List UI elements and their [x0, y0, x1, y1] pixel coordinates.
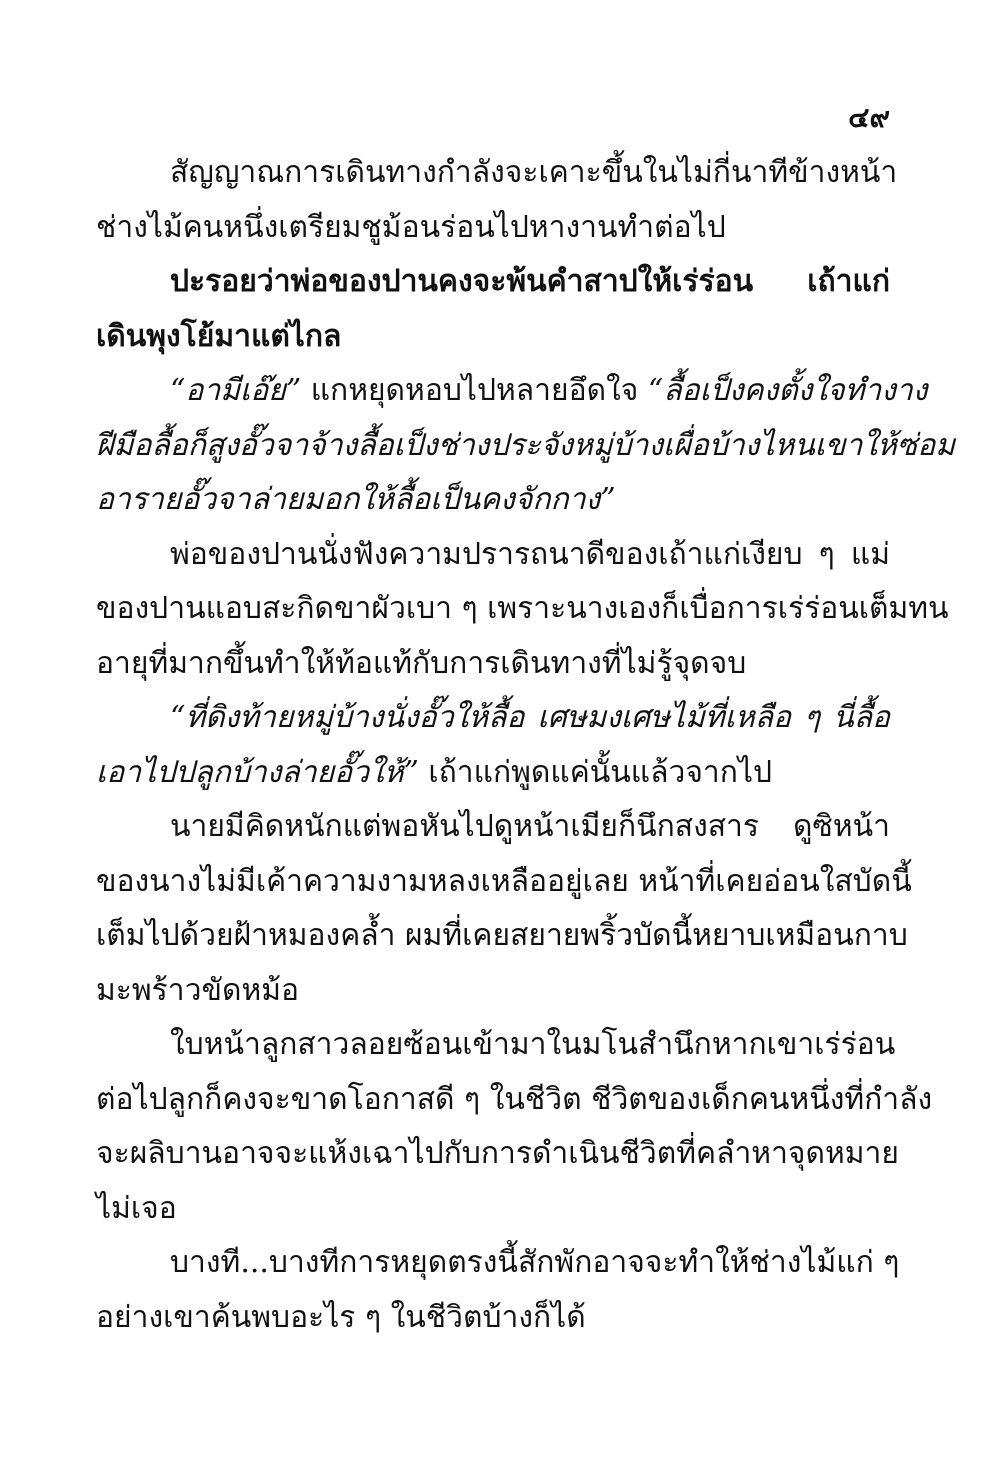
text-line: พ่อของปานนั่งฟังความปรารถนาดีของเถ้าแก่เงียบ ๆ แม่: [170, 536, 890, 572]
dialogue-quote: เอาไปปลูกบ้างล่ายอั๊วให้”: [96, 754, 419, 790]
text-line-bold: เดินพุงโย้มาแต่ไกล: [96, 318, 342, 354]
text-line: อย่างเขาค้นพบอะไร ๆ ในชีวิตบ้างก็ได้: [96, 1299, 586, 1335]
text-line: บางที...บางทีการหยุดตรงนี้สักพักอาจจะทำให้ช่างไม้แก่ ๆ: [170, 1245, 900, 1280]
text-line: นายมีคิดหนักแต่พอหันไปดูหน้าเมียก็นึกสงสาร ดูซิหน้า: [170, 809, 890, 844]
text-line: สัญญาณการเดินทางกำลังจะเคาะขึ้นในไม่กี่นาทีข้างหน้า: [170, 155, 898, 190]
text-line: ของปานแอบสะกิดขาผัวเบา ๆ เพราะนางเองก็เบื่อการเร่ร่อนเต็มทน: [96, 591, 949, 626]
text-line-mixed: [96, 746, 890, 801]
body-text: [96, 146, 955, 1345]
text-line-mixed: [96, 364, 928, 419]
text-line: อายุที่มากขึ้นทำให้ท้อแท้กับการเดินทางที่ไม่รู้จุดจบ: [96, 645, 747, 681]
text-line: ช่างไม้คนหนึ่งเตรียมชูม้อนร่อนไปหางานทำต่อไป: [96, 209, 726, 245]
text-line: ต่อไปลูกก็คงจะขาดโอกาสดี ๆ ในชีวิต ชีวิตของเด็กคนหนึ่งที่กำลัง: [96, 1081, 933, 1117]
dialogue-line: ฝีมือลื้อก็สูงอั๊วจาจ้างลื้อเป็งช่างประจังหมู่บ้างเผื่อบ้างไหนเขาให้ซ่อม: [96, 427, 955, 463]
text-line: เต็มไปด้วยฝ้าหมองคล้ำ ผมที่เคยสยายพริ้วบัดนี้หยาบเหมือนกาบ: [96, 918, 908, 953]
narration-text: แกหยุดหอบไปหลายอึดใจ: [301, 373, 648, 408]
text-line: มะพร้าวขัดหม้อ: [96, 972, 300, 1008]
dialogue-line: “ที่ดิงท้ายหมู่บ้างนั่งอั๊วให้ลื้อ เศษมงเศษไม้ที่เหลือ ๆ นี่ลื้อ: [170, 700, 890, 735]
dialogue-quote: “ลื้อเป็งคงตั้งใจทำงาง: [647, 373, 928, 408]
text-line-bold: ปะรอยว่าพ่อของปานคงจะพ้นคำสาปให้เร่ร่อน เถ้าแก่: [170, 264, 890, 299]
page-number: ๔๙: [848, 101, 890, 134]
narration-text: เถ้าแก่พูดแค่นั้นแล้วจากไป: [418, 754, 773, 790]
text-line: ใบหน้าลูกสาวลอยซ้อนเข้ามาในมโนสำนึกหากเขาเร่ร่อน: [170, 1027, 896, 1062]
text-line: จะผลิบานอาจจะแห้งเฉาไปกับการดำเนินชีวิตที่คลำหาจุดหมาย: [96, 1136, 899, 1171]
dialogue-line: อารายอั๊วจาล่ายมอกให้ลื้อเป็นคงจักกาง”: [96, 482, 616, 517]
text-line: ไม่เจอ: [96, 1190, 177, 1226]
dialogue-quote: “อามีเอ๊ย”: [170, 373, 302, 408]
text-line: ของนางไม่มีเค้าความงามหลงเหลืออยู่เลย หน้าที่เคยอ่อนใสบัดนี้: [96, 863, 912, 899]
